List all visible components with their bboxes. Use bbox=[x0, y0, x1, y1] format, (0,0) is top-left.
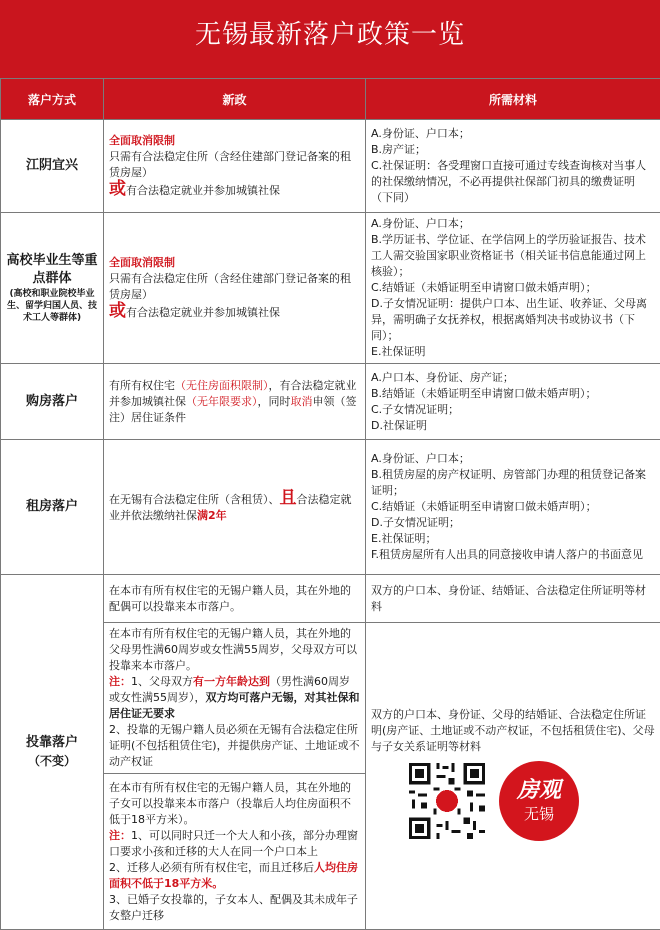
note-text: 1、父母双方 bbox=[131, 675, 193, 688]
policy-note bbox=[109, 828, 360, 860]
note-label: 注： bbox=[109, 829, 131, 842]
policy-cell bbox=[104, 120, 366, 213]
method-cell bbox=[1, 440, 104, 575]
policy-text: 合法稳定就业并依法缴纳社保 bbox=[109, 493, 352, 522]
policy-highlight: 且 bbox=[280, 488, 297, 508]
policy-cell bbox=[104, 623, 366, 774]
materials-cell: A.身份证、户口本； B.租赁房屋的房产权证明、房管部门办理的租赁登记备案证明； C.结婚证（未婚证明至申请窗口做未婚声明）； D.子女情况证明； E.社保证明； F.租赁房屋所有人出具的同意接收申请人落户的书面意见 bbox=[366, 440, 660, 575]
method-cell bbox=[1, 120, 104, 213]
brand-logo-sub: 无锡 bbox=[524, 804, 554, 824]
policy-text: 在本市有所有权住宅的无锡户籍人员，其在外地的父母男性满60周岁或女性满55周岁，父母双方可以投靠来本市落户。 bbox=[109, 626, 360, 674]
table-row bbox=[1, 120, 660, 213]
policy-text: 有合法稳定就业并参加城镇社保 bbox=[126, 306, 280, 319]
note-highlight: 有一方年龄达到 bbox=[193, 675, 270, 688]
note-emphasis: 双方均可落户无锡，对其社保和居住证无要求 bbox=[109, 691, 360, 720]
policy-note bbox=[109, 674, 360, 722]
method-cell bbox=[1, 575, 104, 930]
table-row bbox=[1, 575, 660, 623]
brand-logo-icon[interactable] bbox=[499, 761, 579, 841]
policy-text: ，同时 bbox=[258, 395, 291, 408]
materials-cell: A.身份证、户口本； B.学历证书、学位证、在学信网上的学历验证报告、技术工人需交验国家职业资格证书（相关证书信息能通过网上核验）； C.结婚证（未婚证明至申请窗口做未婚声明）； D.子女情况证明：提供户口本、出生证、收养证、父母离异，需明确子女抚养权，根据离婚判决书或协议书（下同）； E.社保证明 bbox=[366, 213, 660, 364]
materials-cell: A.身份证、户口本； B.房产证； C.社保证明：各受理窗口直接可通过专线查询核对当事人的社保缴纳情况，不必再提供社保部门初具的缴费证明（下同） bbox=[366, 120, 660, 213]
note-text: 3、已婚子女投靠的，子女本人、配偶及其未成年子女整户迁移 bbox=[109, 892, 360, 924]
page-title: 无锡最新落户政策一览 bbox=[0, 0, 660, 78]
method-label: 租房落户 bbox=[26, 499, 78, 514]
policy-text: 有所有权住宅 bbox=[109, 379, 175, 392]
policy-text: 只需有合法稳定住所（含经住建部门登记备案的租赁房屋） bbox=[109, 272, 351, 301]
policy-text: 申领（签注）居住证条件 bbox=[109, 395, 357, 424]
policy-text: 在本市有所有权住宅的无锡户籍人员，其在外地的子女可以投靠来本市落户（投靠后人均住房面积不低于18平方米）。 bbox=[109, 780, 360, 828]
note-highlight: 人均住房面积不低于18平方米。 bbox=[109, 861, 358, 890]
header-method: 落户方式 bbox=[1, 79, 104, 120]
brand-logo-main: 房观 bbox=[517, 778, 561, 804]
header-policy: 新政 bbox=[104, 79, 366, 120]
materials-cell: A.户口本、身份证、房产证； B.结婚证（未婚证明至申请窗口做未婚声明）； C.子女情况证明； D.社保证明 bbox=[366, 364, 660, 440]
policy-highlight: （无住房面积限制） bbox=[175, 379, 269, 392]
policy-text: 只需有合法稳定住所（含经住建部门登记备案的租赁房屋） bbox=[109, 150, 351, 179]
method-sublabel: (高校和职业院校毕业生、留学归国人员、技术工人等群体) bbox=[6, 288, 98, 324]
table-header-row bbox=[1, 79, 660, 120]
note-label: 注： bbox=[109, 675, 131, 688]
policy-highlight: 满2年 bbox=[197, 509, 227, 522]
method-cell bbox=[1, 364, 104, 440]
method-label: 购房落户 bbox=[26, 394, 78, 409]
method-cell bbox=[1, 213, 104, 364]
policy-cell bbox=[104, 364, 366, 440]
note-text: 1、可以同时只迁一个大人和小孩，部分办理窗口要求小孩和迁移的大人在同一个户口本上 bbox=[109, 829, 358, 858]
policy-text: ，有合法稳定就业并参加城镇社保 bbox=[109, 379, 357, 408]
note-text: 2、迁移人必须有所有权住宅，而且迁移后 bbox=[109, 861, 314, 874]
table-row bbox=[1, 440, 660, 575]
policy-cell: 在本市有所有权住宅的无锡户籍人员，其在外地的配偶可以投靠来本市落户。 bbox=[104, 575, 366, 623]
policy-text: 在无锡有合法稳定住所（含租赁）、 bbox=[109, 493, 280, 506]
method-label: 高校毕业生等重点群体 bbox=[6, 253, 97, 286]
policy-text: 有合法稳定就业并参加城镇社保 bbox=[126, 184, 280, 197]
header-materials: 所需材料 bbox=[366, 79, 660, 120]
policy-note bbox=[109, 860, 360, 892]
method-label: 投靠落户 bbox=[26, 735, 78, 750]
table-row bbox=[1, 364, 660, 440]
policy-highlight: 取消 bbox=[291, 395, 313, 408]
table-row bbox=[1, 213, 660, 364]
method-label: 江阴宜兴 bbox=[26, 158, 78, 173]
materials-text: 双方的户口本、身份证、父母的结婚证、合法稳定住所证明(房产证、土地证或不动产权证，不包括租赁住宅)、父母与子女关系证明等材料 bbox=[371, 707, 655, 755]
policy-or: 或 bbox=[109, 179, 126, 199]
policy-or: 或 bbox=[109, 301, 126, 321]
policy-cell bbox=[104, 213, 366, 364]
materials-cell bbox=[366, 623, 660, 930]
note-text: （男性满60周岁或女性满55周岁）， bbox=[109, 675, 350, 704]
qr-code-icon[interactable] bbox=[409, 763, 485, 839]
note-text: 2、投靠的无锡户籍人员必须在无锡有合法稳定住所证明(不包括租赁住宅)，并提供房产证、土地证或不动产权证 bbox=[109, 722, 360, 770]
policy-highlight: 全面取消限制 bbox=[109, 134, 175, 147]
brand-ad bbox=[371, 755, 655, 845]
policy-cell bbox=[104, 774, 366, 930]
policy-highlight: （无年限要求） bbox=[186, 395, 258, 408]
policy-table bbox=[0, 78, 660, 930]
method-sublabel: （不变） bbox=[6, 752, 98, 770]
policy-highlight: 全面取消限制 bbox=[109, 256, 175, 269]
policy-cell bbox=[104, 440, 366, 575]
materials-cell: 双方的户口本、身份证、结婚证、合法稳定住所证明等材料 bbox=[366, 575, 660, 623]
